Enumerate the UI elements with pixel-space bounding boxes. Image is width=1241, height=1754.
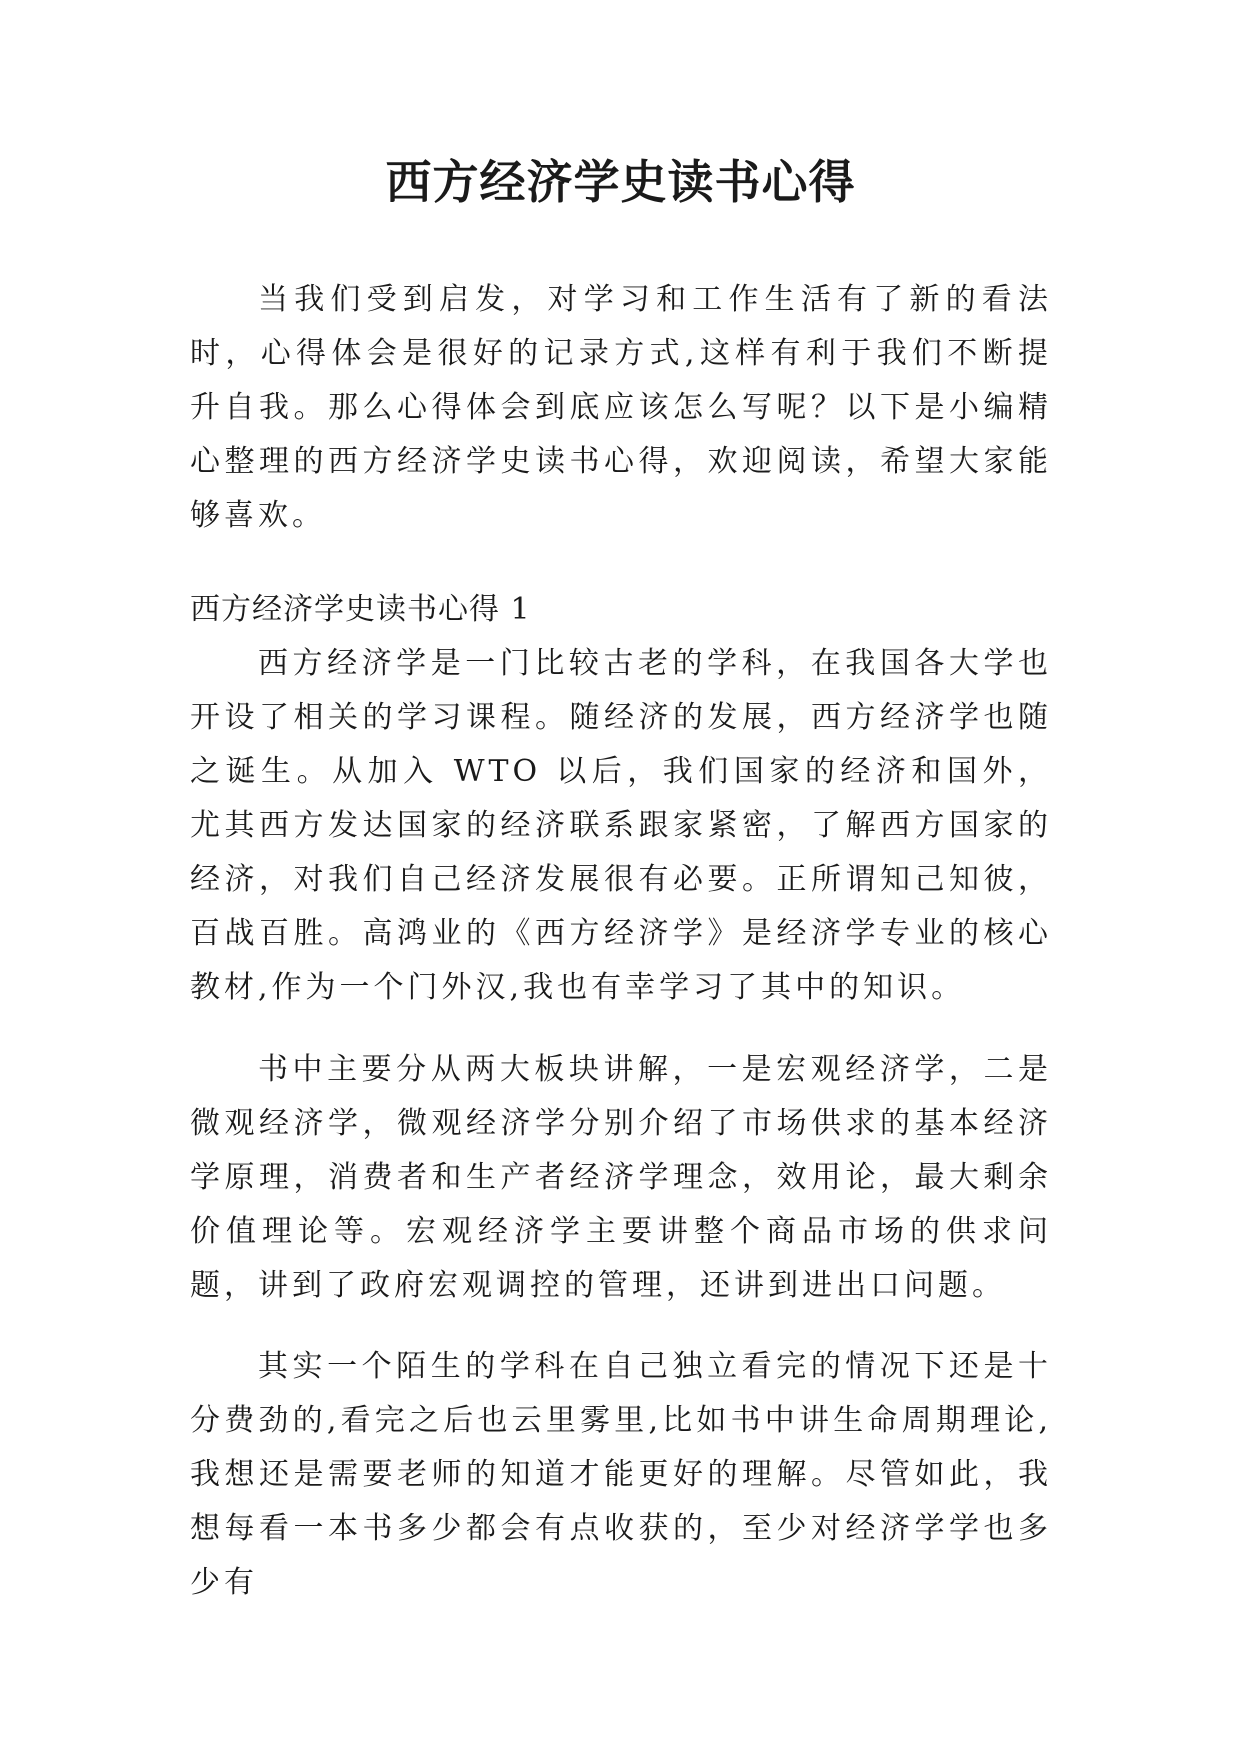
body-paragraph-3: 其实一个陌生的学科在自己独立看完的情况下还是十分费劲的,看完之后也云里雾里,比如书中讲生命周期理论,我想还是需要老师的知道才能更好的理解。尽管如此，我想每看一本书多少都会有点收获的，至少对经济学学也多少有 <box>190 1349 1052 1600</box>
section-heading: 西方经济学史读书心得 1 <box>190 592 531 627</box>
body-paragraph-1: 西方经济学是一门比较古老的学科，在我国各大学也开设了相关的学习课程。随经济的发展，西方经济学也随之诞生。从加入 WTO 以后，我们国家的经济和国外，尤其西方发达国家的经济联系跟家紧密，了解西方国家的经济，对我们自己经济发展很有必要。正所谓知己知彼，百战百胜。高鸿业的《西方经济学》是经济学专业的核心教材,作为一个门外汉,我也有幸学习了其中的知识。 <box>190 646 1052 1005</box>
document-title: 西方经济学史读书心得 <box>385 155 856 209</box>
intro-paragraph: 当我们受到启发，对学习和工作生活有了新的看法时，心得体会是很好的记录方式,这样有利于我们不断提升自我。那么心得体会到底应该怎么写呢？以下是小编精心整理的西方经济学史读书心得，欢迎阅读，希望大家能够喜欢。 <box>190 282 1052 533</box>
body-paragraph-2: 书中主要分从两大板块讲解，一是宏观经济学，二是微观经济学，微观经济学分别介绍了市场供求的基本经济学原理，消费者和生产者经济学理念，效用论，最大剩余价值理论等。宏观经济学主要讲整个商品市场的供求问题，讲到了政府宏观调控的管理，还讲到进出口问题。 <box>190 1052 1052 1303</box>
